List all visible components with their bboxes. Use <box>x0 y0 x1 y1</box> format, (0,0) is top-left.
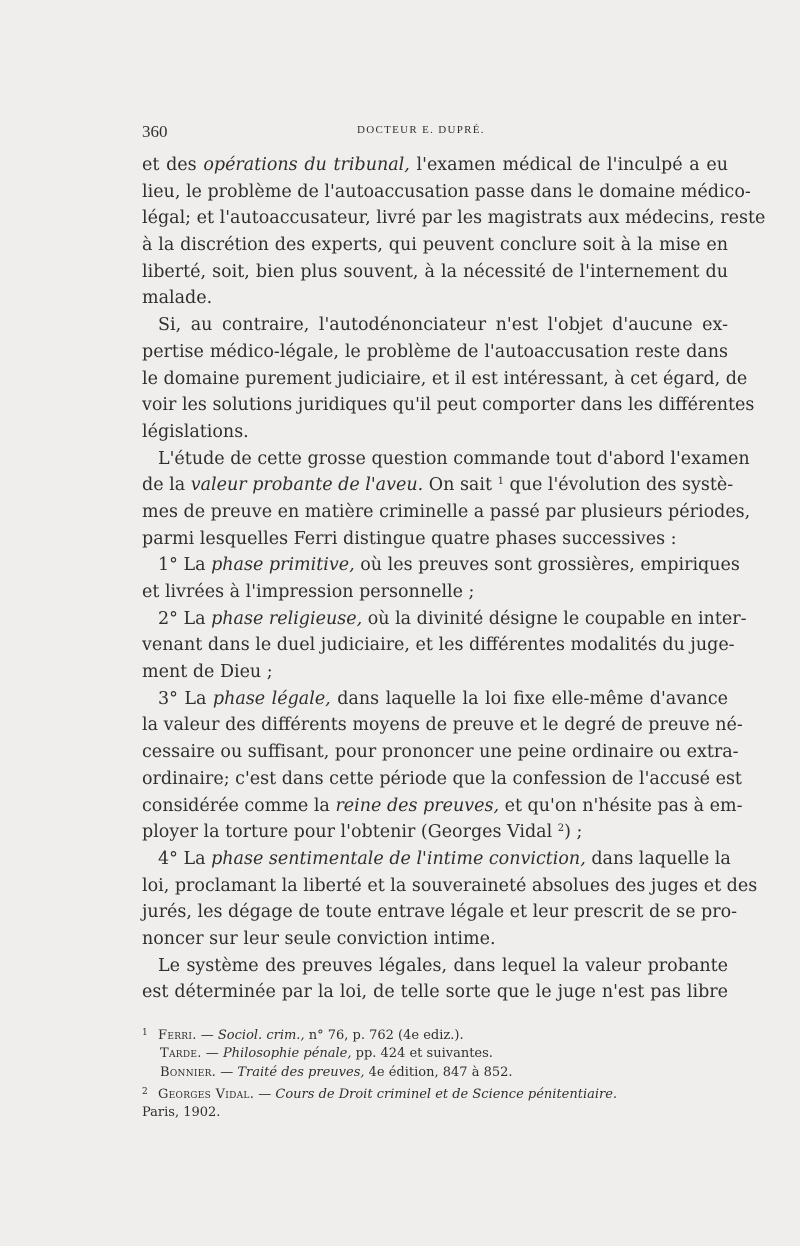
footnote-line <box>142 1083 728 1103</box>
italic-phrase: phase légale, <box>212 688 331 709</box>
text-line <box>142 793 743 820</box>
footnote-ref: 2 <box>557 823 565 835</box>
footnote-line <box>142 1044 728 1064</box>
text-line <box>142 846 731 873</box>
text-run: ployer la torture pour l'obtenir (Georges Vidal <box>142 822 558 843</box>
text-run: et qu'on n'hésite pas à em- <box>499 795 743 816</box>
text-line: voir les solutions juridiques qu'il peut comporter dans les différentes <box>142 395 755 416</box>
body-text <box>142 152 766 1006</box>
footnote-title: Cours de Droit criminel et de Science pénitentiaire. <box>275 1087 618 1103</box>
text-run: et des <box>142 155 204 175</box>
text-run: — <box>196 1028 218 1043</box>
text-run: dans laquelle la <box>585 848 731 869</box>
footnotes <box>142 1024 728 1122</box>
footnote-title: Philosophie pénale, <box>222 1045 352 1061</box>
text-line: pertise médico-légale, le problème de l'autoaccusation reste dans <box>142 341 728 362</box>
text-run: 3° La <box>158 688 213 709</box>
text-line: le domaine purement judiciaire, et il est intéressant, à cet égard, de <box>142 368 748 389</box>
text-run: que l'évolution des systè- <box>503 475 734 496</box>
footnote-line <box>142 1103 728 1123</box>
text-line: jurés, les dégage de toute entrave légale et leur prescrit de se pro- <box>142 902 738 923</box>
text-line <box>142 686 728 713</box>
page-number: 360 <box>142 122 168 141</box>
text-line: ment de Dieu ; <box>142 662 273 683</box>
text-line: Si, au contraire, l'autodénonciateur n'est l'objet d'aucune ex- <box>158 315 728 336</box>
text-run: l'examen médical de l'inculpé a eu <box>409 155 728 175</box>
italic-phrase: opérations du tribunal, <box>203 155 410 175</box>
footnote-author: Ferri. <box>158 1028 197 1043</box>
text-run: On sait <box>423 475 498 496</box>
footnote-line <box>142 1063 728 1083</box>
italic-phrase: phase primitive, <box>211 555 355 576</box>
footnote-ref: 1 <box>497 476 504 488</box>
italic-phrase: reine des preuves, <box>335 795 500 816</box>
text-line: légal; et l'autoaccusateur, livré par les magistrats aux médecins, reste <box>142 208 766 229</box>
italic-phrase: phase religieuse, <box>211 608 363 629</box>
italic-phrase: phase sentimentale de l'intime conviction, <box>211 848 586 869</box>
text-line: noncer sur leur seule conviction intime. <box>142 928 496 949</box>
text-run: — <box>201 1045 223 1061</box>
text-run: 1° La <box>158 555 212 576</box>
footnote-line <box>142 1024 728 1044</box>
text-run: où les preuves sont grossières, empiriques <box>354 555 740 576</box>
text-line <box>142 552 740 579</box>
footnote-number: 2 <box>142 1087 148 1098</box>
text-line <box>142 472 734 499</box>
text-run: pp. 424 et suivantes. <box>351 1045 493 1061</box>
running-title: DOCTEUR E. DUPRÉ. <box>357 124 485 136</box>
footnote-author: Georges Vidal. <box>158 1087 255 1103</box>
footnote-title: Traité des preuves, <box>237 1065 365 1081</box>
text-run: de la <box>142 475 191 496</box>
text-line: venant dans le duel judiciaire, et les différentes modalités du juge- <box>142 635 735 656</box>
text-line: parmi lesquelles Ferri distingue quatre phases successives : <box>142 528 677 549</box>
text-line: loi, proclamant la liberté et la souveraineté absolues des juges et des <box>142 875 758 896</box>
footnote-number: 1 <box>142 1028 148 1038</box>
text-run: considérée comme la <box>142 795 336 816</box>
text-line: législations. <box>142 421 249 442</box>
text-line: L'étude de cette grosse question commande tout d'abord l'examen <box>158 448 750 469</box>
text-run: — <box>254 1087 276 1103</box>
text-line: la valeur des différents moyens de preuve et le degré de preuve né- <box>142 715 743 736</box>
footnote-title: Sociol. crim., <box>217 1028 305 1043</box>
text-run: 4° La <box>158 848 212 869</box>
text-run: 2° La <box>158 608 212 629</box>
text-line: Le système des preuves légales, dans lequel la valeur probante <box>158 955 728 976</box>
text-run: 4e édition, 847 à 852. <box>364 1065 513 1081</box>
text-line: cessaire ou suffisant, pour prononcer une peine ordinaire ou extra- <box>142 742 739 763</box>
text-run: où la divinité désigne le coupable en inter- <box>362 608 747 629</box>
text-line: et livrées à l'impression personnelle ; <box>142 582 475 602</box>
footnote-author: Bonnier. <box>160 1065 217 1081</box>
text-line: lieu, le problème de l'autoaccusation passe dans le domaine médico- <box>142 181 751 202</box>
page-header <box>142 122 728 144</box>
text-run: — <box>216 1065 238 1081</box>
footnote-author: Tarde. <box>160 1045 202 1061</box>
text-line: est déterminée par la loi, de telle sorte que le juge n'est pas libre <box>142 982 728 1003</box>
text-line: à la discrétion des experts, qui peuvent conclure soit à la mise en <box>142 235 728 256</box>
italic-phrase: valeur probante de l'aveu. <box>190 475 424 496</box>
text-run: ) ; <box>564 822 583 843</box>
text-line: ordinaire; c'est dans cette période que la confession de l'accusé est <box>142 768 742 789</box>
text-line: liberté, soit, bien plus souvent, à la nécessité de l'internement du <box>142 261 728 282</box>
text-line: malade. <box>142 288 213 309</box>
text-run: dans laquelle la loi fixe elle-même d'avance <box>330 688 728 709</box>
text-line: mes de preuve en matière criminelle a passé par plusieurs périodes, <box>142 501 751 522</box>
text-run: n° 76, p. 762 (4e ediz.). <box>304 1028 464 1043</box>
text-run: Paris, 1902. <box>142 1104 221 1120</box>
text-line <box>142 152 728 179</box>
text-line <box>142 819 728 846</box>
text-line <box>142 606 747 633</box>
